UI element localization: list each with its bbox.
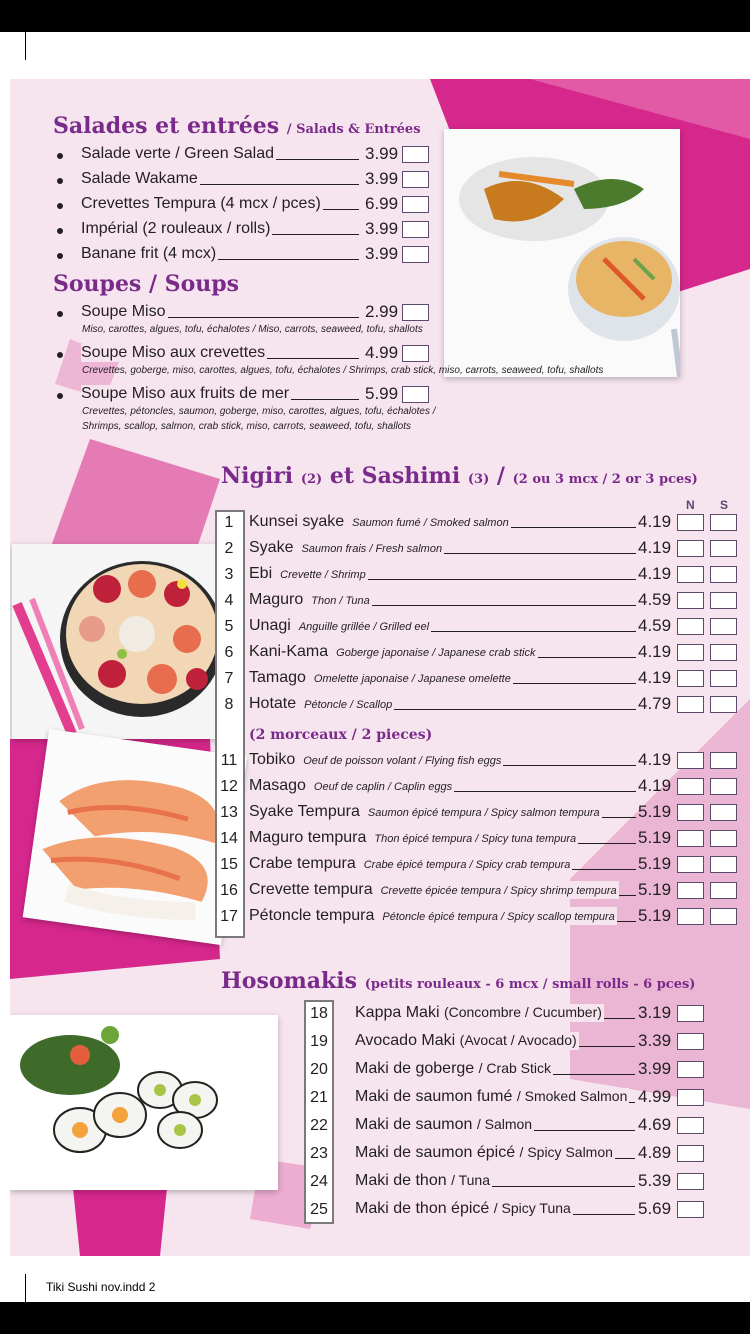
item-number: 17 [220, 908, 238, 925]
nigiri-checkbox[interactable] [677, 592, 704, 609]
menu-item-name [355, 1116, 534, 1134]
item-name-text: Kappa Maki [355, 1004, 440, 1021]
menu-item-name [249, 643, 538, 661]
menu-item-name [249, 829, 578, 847]
nigiri-checkbox[interactable] [677, 696, 704, 713]
nigiri-checkbox[interactable] [677, 856, 704, 873]
item-number: 22 [310, 1117, 328, 1134]
menu-item-price: 3.99 [365, 219, 399, 238]
menu-item-price: 4.19 [638, 750, 672, 769]
order-checkbox[interactable] [402, 304, 429, 321]
menu-item-description: Saumon frais / Fresh salmon [301, 543, 443, 555]
menu-item-name [249, 907, 617, 925]
menu-item-name [355, 1032, 579, 1050]
order-checkbox[interactable] [402, 221, 429, 238]
order-checkbox[interactable] [677, 1173, 704, 1190]
menu-item-name: Salade verte / Green Salad [81, 145, 275, 162]
menu-item-price: 5.19 [638, 880, 672, 899]
menu-item-name [249, 855, 572, 873]
menu-item-description: Saumon épicé tempura / Spicy salmon tempura [367, 807, 600, 819]
item-name-text: Tobiko [249, 751, 296, 768]
nigiri-heading [221, 463, 698, 489]
menu-item-name [355, 1060, 553, 1078]
item-name-english: / Crab Stick [478, 1060, 551, 1076]
nigiri-checkbox[interactable] [677, 644, 704, 661]
order-checkbox[interactable] [677, 1117, 704, 1134]
menu-item-description: Oeuf de caplin / Caplin eggs [313, 781, 453, 793]
menu-item-price: 4.19 [638, 668, 672, 687]
sashimi-checkbox[interactable] [710, 778, 737, 795]
bullet [57, 228, 63, 234]
menu-item-price: 3.99 [365, 144, 399, 163]
crop-mark [25, 1274, 26, 1302]
menu-item-name [249, 777, 454, 795]
menu-item-name [249, 803, 602, 821]
item-name-text: Kunsei syake [249, 513, 345, 530]
menu-item-description: Pétoncle épicé tempura / Spicy scallop tempura [382, 911, 615, 923]
menu-item-price: 4.19 [638, 512, 672, 531]
menu-item-name [355, 1088, 629, 1106]
chirashi-photo [12, 544, 222, 739]
item-name-english: / Smoked Salmon [516, 1088, 628, 1104]
top-bar [0, 0, 750, 32]
nigiri-title-slash: / [496, 463, 505, 489]
item-name-text: Avocado Maki [355, 1032, 456, 1049]
nigiri-checkbox[interactable] [677, 830, 704, 847]
order-checkbox[interactable] [402, 386, 429, 403]
menu-item-name [355, 1144, 615, 1162]
item-name-text: Maki de saumon fumé [355, 1088, 513, 1105]
col-nigiri-label: N [686, 498, 695, 512]
nigiri-checkbox[interactable] [677, 618, 704, 635]
hosomakis-subtitle: (petits rouleaux - 6 mcx / small rolls - 6 pces) [364, 977, 696, 992]
order-checkbox[interactable] [402, 146, 429, 163]
file-footer: Tiki Sushi nov.indd 2 [46, 1280, 156, 1294]
bullet [57, 352, 63, 358]
sashimi-checkbox[interactable] [710, 644, 737, 661]
item-number: 8 [224, 696, 234, 713]
item-name-english: (Avocat / Avocado) [459, 1032, 577, 1048]
nigiri-checkbox[interactable] [677, 514, 704, 531]
menu-item-name [249, 881, 619, 899]
tempura-soup-photo [444, 129, 680, 377]
item-name-text: Syake Tempura [249, 803, 360, 820]
bullet [57, 253, 63, 259]
menu-item-description: Thon / Tuna [311, 595, 370, 607]
nigiri-checkbox[interactable] [677, 882, 704, 899]
menu-item-price: 4.59 [638, 590, 672, 609]
item-name-text: Maki de goberge [355, 1060, 475, 1077]
sashimi-checkbox[interactable] [710, 514, 737, 531]
menu-item-price: 2.99 [365, 302, 399, 321]
item-name-english: / Tuna [451, 1172, 490, 1188]
menu-item-description: Thon épicé tempura / Spicy tuna tempura [374, 833, 577, 845]
menu-item-name [355, 1172, 492, 1190]
item-name-text: Kani-Kama [249, 643, 329, 660]
shrimp-nigiri-photo [23, 729, 247, 945]
nigiri-checkbox[interactable] [677, 540, 704, 557]
sashimi-checkbox[interactable] [710, 670, 737, 687]
sashimi-checkbox[interactable] [710, 540, 737, 557]
sashimi-checkbox[interactable] [710, 830, 737, 847]
item-number: 16 [220, 882, 238, 899]
bullet [57, 153, 63, 159]
menu-item-name: Soupe Miso aux crevettes [81, 344, 266, 361]
item-name-text: Maki de saumon [355, 1116, 473, 1133]
menu-item-description: Oeuf de poisson volant / Flying fish eggs [303, 755, 502, 767]
hosomakis-title: Hosomakis [221, 968, 358, 994]
order-checkbox[interactable] [402, 196, 429, 213]
menu-item-price: 4.19 [638, 538, 672, 557]
menu-item-price: 5.19 [638, 828, 672, 847]
item-number: 20 [310, 1061, 328, 1078]
item-name-text: Ebi [249, 565, 273, 582]
nigiri-checkbox[interactable] [677, 752, 704, 769]
sashimi-checkbox[interactable] [710, 618, 737, 635]
menu-item-price: 5.19 [638, 854, 672, 873]
item-name-text: Maki de thon épicé [355, 1200, 490, 1217]
order-checkbox[interactable] [677, 1033, 704, 1050]
nigiri-title: Nigiri [221, 463, 294, 489]
menu-item-price: 4.19 [638, 642, 672, 661]
sashimi-checkbox[interactable] [710, 752, 737, 769]
item-number: 5 [224, 618, 234, 635]
bullet [57, 178, 63, 184]
menu-item-name [355, 1200, 573, 1218]
item-number: 12 [220, 778, 238, 795]
item-number: 19 [310, 1033, 328, 1050]
bullet [57, 393, 63, 399]
menu-item-price: 3.39 [638, 1031, 672, 1050]
nigiri-count-nigiri: (2) [300, 472, 323, 487]
item-name-text: Masago [249, 777, 306, 794]
item-name-text: Syake [249, 539, 294, 556]
nigiri-checkbox[interactable] [677, 670, 704, 687]
bottom-bar [0, 1302, 750, 1334]
menu-item-price: 4.99 [365, 343, 399, 362]
menu-item-price: 3.99 [365, 169, 399, 188]
item-number: 4 [224, 592, 234, 609]
item-name-text: Pétoncle tempura [249, 907, 375, 924]
salades-subtitle: / Salads & Entrées [286, 122, 421, 137]
sashimi-checkbox[interactable] [710, 882, 737, 899]
menu-item-name [249, 539, 444, 557]
menu-item-price: 4.69 [638, 1115, 672, 1134]
bullet [57, 311, 63, 317]
item-number: 2 [224, 540, 234, 557]
menu-item-description: Pétoncle / Scallop [304, 699, 393, 711]
menu-item-price: 6.99 [365, 194, 399, 213]
nigiri-title-mid: et Sashimi [329, 463, 461, 489]
item-number: 18 [310, 1005, 328, 1022]
order-checkbox[interactable] [402, 246, 429, 263]
bullet [57, 203, 63, 209]
menu-item-description: Omelette japonaise / Japanese omelette [313, 673, 511, 685]
menu-item-price: 4.59 [638, 616, 672, 635]
menu-item-name: Banane frit (4 mcx) [81, 245, 217, 262]
menu-item-name: Soupe Miso [81, 303, 166, 320]
menu-item-name: Soupe Miso aux fruits de mer [81, 385, 290, 402]
item-number: 3 [224, 566, 234, 583]
menu-item-name [249, 669, 513, 687]
item-number: 21 [310, 1089, 328, 1106]
order-checkbox[interactable] [677, 1061, 704, 1078]
soupes-title: Soupes / Soups [53, 271, 240, 297]
menu-item-name [249, 513, 511, 531]
menu-item-description: Anguille grillée / Grilled eel [298, 621, 430, 633]
nigiri-count-sashimi: (3) [467, 472, 490, 487]
order-checkbox[interactable] [677, 1201, 704, 1218]
menu-item-price: 5.19 [638, 906, 672, 925]
item-number: 6 [224, 644, 234, 661]
menu-item-name [249, 695, 394, 713]
item-name-text: Maguro [249, 591, 304, 608]
menu-item-description: Crevette / Shrimp [280, 569, 366, 581]
item-name-english: / Spicy Tuna [493, 1200, 571, 1216]
sashimi-checkbox[interactable] [710, 804, 737, 821]
item-name-english: / Spicy Salmon [519, 1144, 613, 1160]
nigiri-checkbox[interactable] [677, 908, 704, 925]
maki-photo [10, 1015, 278, 1190]
sashimi-checkbox[interactable] [710, 566, 737, 583]
nigiri-checkbox[interactable] [677, 778, 704, 795]
order-checkbox[interactable] [402, 345, 429, 362]
nigiri-checkbox[interactable] [677, 804, 704, 821]
menu-item-description: Saumon fumé / Smoked salmon [352, 517, 509, 529]
menu-item-price: 4.79 [638, 694, 672, 713]
order-checkbox[interactable] [677, 1145, 704, 1162]
menu-item-name [249, 565, 368, 583]
menu-item-price: 5.99 [365, 384, 399, 403]
menu-item-name [355, 1004, 604, 1022]
sashimi-checkbox[interactable] [710, 856, 737, 873]
item-number: 7 [224, 670, 234, 687]
item-name-text: Unagi [249, 617, 291, 634]
menu-item-description: Crabe épicé tempura / Spicy crab tempura [363, 859, 571, 871]
menu-item-description: Shrimps, scallop, salmon, crab stick, miso, carrots, seaweed, tofu, shallots [82, 421, 412, 432]
menu-item-price: 3.99 [638, 1059, 672, 1078]
order-checkbox[interactable] [677, 1005, 704, 1022]
item-number: 13 [220, 804, 238, 821]
menu-item-name [249, 751, 503, 769]
crop-mark [25, 32, 26, 60]
nigiri-checkbox[interactable] [677, 566, 704, 583]
menu-item-price: 4.19 [638, 564, 672, 583]
item-number: 14 [220, 830, 238, 847]
item-name-text: Maguro tempura [249, 829, 367, 846]
salades-heading [53, 113, 421, 139]
item-number: 24 [310, 1173, 328, 1190]
menu-item-price: 4.99 [638, 1087, 672, 1106]
menu-item-description: Goberge japonaise / Japanese crab stick [336, 647, 536, 659]
menu-item-price: 5.39 [638, 1171, 672, 1190]
item-name-english: / Salmon [476, 1116, 533, 1132]
menu-item-price: 3.99 [365, 244, 399, 263]
menu-item-description: Crevette épicée tempura / Spicy shrimp tempura [380, 885, 617, 897]
item-number: 11 [220, 752, 238, 769]
item-name-english: (Concombre / Cucumber) [443, 1004, 602, 1020]
menu-item-name [249, 591, 372, 609]
menu-item-price: 3.19 [638, 1003, 672, 1022]
sashimi-checkbox[interactable] [710, 592, 737, 609]
menu-item-price: 4.89 [638, 1143, 672, 1162]
item-number: 15 [220, 856, 238, 873]
sashimi-checkbox[interactable] [710, 908, 737, 925]
item-number: 23 [310, 1145, 328, 1162]
menu-item-price: 5.69 [638, 1199, 672, 1218]
menu-item-price: 5.19 [638, 802, 672, 821]
menu-item-name: Salade Wakame [81, 170, 198, 187]
menu-item-description: Crevettes, pétoncles, saumon, goberge, miso, carottes, algues, tofu, échalotes / [82, 406, 436, 417]
item-name-text: Maki de thon [355, 1172, 447, 1189]
item-name-text: Tamago [249, 669, 306, 686]
nigiri-subtitle: (2 ou 3 mcx / 2 or 3 pces) [512, 472, 698, 487]
menu-item-name: Impérial (2 rouleaux / rolls) [81, 220, 271, 237]
item-name-text: Maki de saumon épicé [355, 1144, 516, 1161]
hosomakis-heading [221, 968, 695, 994]
order-checkbox[interactable] [402, 171, 429, 188]
salades-title: Salades et entrées [53, 113, 280, 139]
menu-item-description: Miso, carottes, algues, tofu, échalotes / Miso, carrots, seaweed, tofu, shallots [82, 324, 423, 335]
item-name-text: Crabe tempura [249, 855, 356, 872]
menu-item-price: 4.19 [638, 776, 672, 795]
nigiri-group-label: (2 morceaux / 2 pieces) [249, 727, 433, 743]
sashimi-checkbox[interactable] [710, 696, 737, 713]
menu-item-name: Crevettes Tempura (4 mcx / pces) [81, 195, 321, 212]
order-checkbox[interactable] [677, 1089, 704, 1106]
item-name-text: Crevette tempura [249, 881, 373, 898]
col-sashimi-label: S [720, 498, 729, 512]
menu-item-name [249, 617, 431, 635]
item-name-text: Hotate [249, 695, 297, 712]
menu-item-description: Crevettes, goberge, miso, carottes, algues, tofu, échalotes / Shrimps, crab stick, miso, carrots, seaweed, tofu, shallots [82, 365, 604, 376]
item-number: 1 [224, 514, 234, 531]
item-number: 25 [310, 1201, 328, 1218]
